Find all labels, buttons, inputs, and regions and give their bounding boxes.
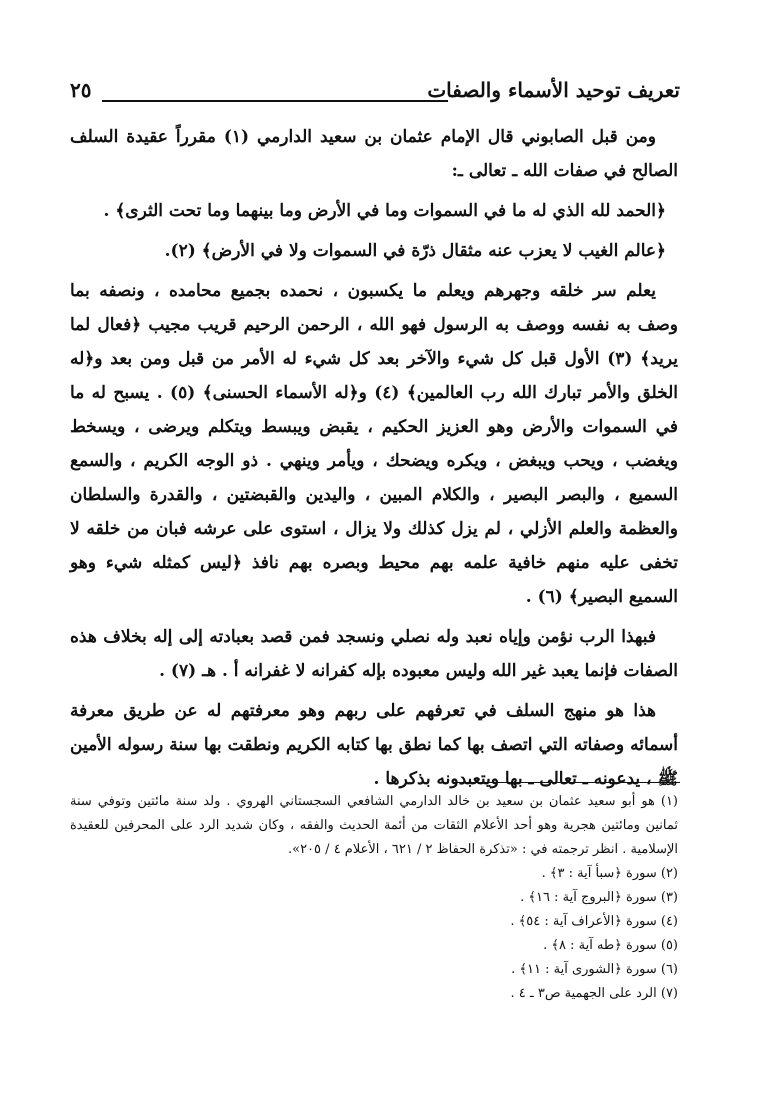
quran-verse-1: ﴿الحمد لله الذي له ما في السموات وما في الأرض وما بينهما وما تحت الثرى﴾ . <box>103 201 666 221</box>
header-title: تعريف توحيد الأسماء والصفات <box>427 78 680 102</box>
footnotes <box>70 790 678 1006</box>
footnote-6: (٦) سورة ﴿الشورى آية : ١١﴾ . <box>511 962 678 977</box>
footnote-5: (٥) سورة ﴿طه آية : ٨﴾ . <box>543 938 678 953</box>
page-number: ٢٥ <box>70 78 92 102</box>
footnote-separator <box>454 782 680 783</box>
quran-verse-2: ﴿عالم الغيب لا يعزب عنه مثقال ذرّة في السموات ولا في الأرض﴾ (٢). <box>164 241 666 261</box>
footnote-2: (٢) سورة ﴿سبأ آية : ٣﴾ . <box>541 866 678 881</box>
paragraph-4: هذا هو منهج السلف في تعرفهم على ربهم وهو معرفتهم له عن طريق معرفة أسمائه وصفاته التي اتصف بها كما نطق بها كتابه الكريم ونطقت بها سنة رسوله الأمين ﷺ ، يدعونه ـ تعالى ـ بها ويتعبدونه بذكرها . <box>70 701 678 789</box>
running-header <box>70 78 680 112</box>
header-rule <box>102 100 448 102</box>
footnote-4: (٤) سورة ﴿الأعراف آية : ٥٤﴾ . <box>510 914 678 929</box>
paragraph-1: ومن قبل الصابوني قال الإمام عثمان بن سعيد الدارمي (١) مقرراً عقيدة السلف الصالح في صفات الله ـ تعالى ـ: <box>70 127 678 181</box>
main-text <box>70 120 678 802</box>
paragraph-2: يعلم سر خلقه وجهرهم ويعلم ما يكسبون ، نحمده بجميع محامده ، ونصفه بما وصف به نفسه ووصف به الرسول فهو الله ، الرحمن الرحيم قريب مجيب ﴿فعال لما يريد﴾ (٣) الأول قبل كل شيء والآخر بعد كل شيء له الأمر من قبل ومن بعد و﴿له الخلق والأمر تبارك الله رب العالمين﴾ (٤) و﴿له الأسماء الحسنى﴾ (٥) . يسبح له ما في السموات والأرض وهو العزيز الحكيم ، يقبض ويبسط ويتكلم ويرضى ، ويسخط ويغضب ، ويحب ويبغض ، ويكره ويضحك ، ويأمر وينهي . ذو الوجه الكريم ، والسمع السميع ، والبصر البصير ، والكلام المبين ، واليدين والقبضتين ، والقدرة والسلطان والعظمة والعلم الأزلي ، لم يزل كذلك ولا يزال ، استوى على عرشه فبان من خلقه لا تخفى عليه منهم خافية علمه بهم محيط وبصره بهم نافذ ﴿ليس كمثله شيء وهو السميع البصير﴾ (٦) . <box>70 281 679 607</box>
footnote-3: (٣) سورة ﴿البروج آية : ١٦﴾ . <box>520 890 678 905</box>
footnote-1: (١) هو أبو سعيد عثمان بن سعيد بن خالد الدارمي الشافعي السجستاني الهروي . ولد سنة مائتين وتوفي سنة ثمانين ومائتين هجرية وهو أحد الأعلام الثقات من أئمة الحديث والفقه ، وكان شديد الرد على المحرفين للعقيدة الإسلامية . انظر ترجمته في : «تذكرة الحفاظ ٢ / ٦٢١ ، الأعلام ٤ / ٢٠٥». <box>70 794 678 857</box>
footnote-7: (٧) الرد على الجهمية ص٣ ـ ٤ . <box>510 986 678 1001</box>
paragraph-3: فبهذا الرب نؤمن وإياه نعبد وله نصلي ونسجد فمن قصد بعبادته إلى إله بخلاف هذه الصفات فإنما يعبد غير الله وليس معبوده بإله كفرانه لا غفرانه أ . هـ (٧) . <box>70 627 678 681</box>
